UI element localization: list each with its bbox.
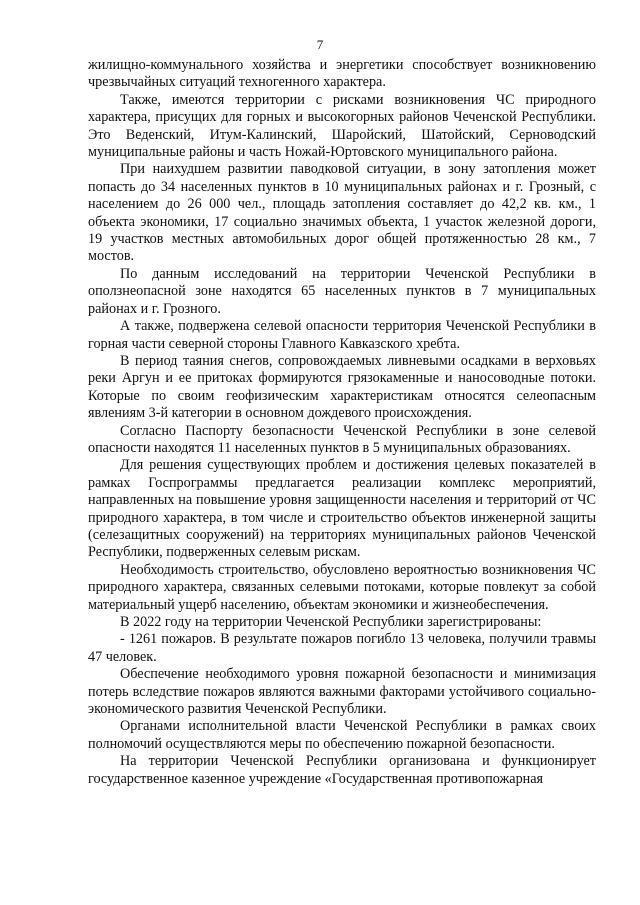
list-item: - 1261 пожаров. В результате пожаров погибло 13 человека, получили травмы 47 человек. — [88, 631, 596, 665]
paragraph: В период таяния снегов, сопровождаемых ливневыми осадками в верховьях реки Аргун и ее притоках формируются грязокаменные и наносоводные потоки. Которые по своим геофизическим характеристикам относятся селеопасным явлениям 3-й категории в основном дождевого происхождения. — [88, 352, 596, 422]
paragraph: Согласно Паспорту безопасности Чеченской Республики в зоне селевой опасности находятся 11 населенных пунктов в 5 муниципальных образованиях. — [88, 422, 596, 456]
page-number: 7 — [316, 37, 324, 52]
paragraph: При наихудшем развитии паводковой ситуации, в зону затопления может попасть до 34 населенных пунктов в 10 муниципальных районах и г. Грозный, с населением до 26 000 чел., площадь затопления составляет до 42,2 кв. км., 1 объекта экономики, 17 социально значимых объекта, 1 участок железной дороги, 19 участков местных автомобильных дорог общей протяженностью 28 км., 7 мостов. — [88, 161, 596, 265]
document-body — [88, 57, 596, 788]
paragraph: А также, подвержена селевой опасности территория Чеченской Республики в горная части северной стороны Главного Кавказского хребта. — [88, 318, 596, 352]
paragraph: Для решения существующих проблем и достижения целевых показателей в рамках Госпрограммы предлагается реализации комплекс мероприятий, направленных на повышение уровня защищенности населения и территорий от ЧС природного характера, в том числе и строительство объектов инженерной защиты (селезащитных сооружений) на территориях муниципальных районов Чеченской Республики, подверженных селевым рискам. — [88, 457, 596, 561]
paragraph: По данным исследований на территории Чеченской Республики в оползнеопасной зоне находятся 65 населенных пунктов в 7 муниципальных районах и г. Грозного. — [88, 265, 596, 317]
paragraph: В 2022 году на территории Чеченской Республики зарегистрированы: — [120, 614, 542, 630]
paragraph: На территории Чеченской Республики организована и функционирует государственное казенное учреждение «Государственная противопожарная — [88, 753, 596, 787]
paragraph: Также, имеются территории с рисками возникновения ЧС природного характера, присущих для горных и высокогорных районов Чеченской Республики. Это Веденский, Итум-Калинский, Шаройский, Шатойский, Серноводский муниципальные районы и часть Ножай-Юртовского муниципального района. — [88, 91, 596, 161]
paragraph: жилищно-коммунального хозяйства и энергетики способствует возникновению чрезвычайных ситуаций техногенного характера. — [88, 57, 596, 91]
paragraph: Необходимость строительство, обусловлено вероятностью возникновения ЧС природного характера, связанных селевыми потоками, которые повлекут за собой материальный ущерб населению, объектам экономики и жизнеобеспечения. — [88, 561, 596, 613]
paragraph: Органами исполнительной власти Чеченской Республики в рамках своих полномочий осуществляются меры по обеспечению пожарной безопасности. — [88, 718, 596, 752]
paragraph: Обеспечение необходимого уровня пожарной безопасности и минимизация потерь вследствие пожаров являются важными факторами устойчивого социально-экономического развития Чеченской Республики. — [88, 666, 596, 718]
